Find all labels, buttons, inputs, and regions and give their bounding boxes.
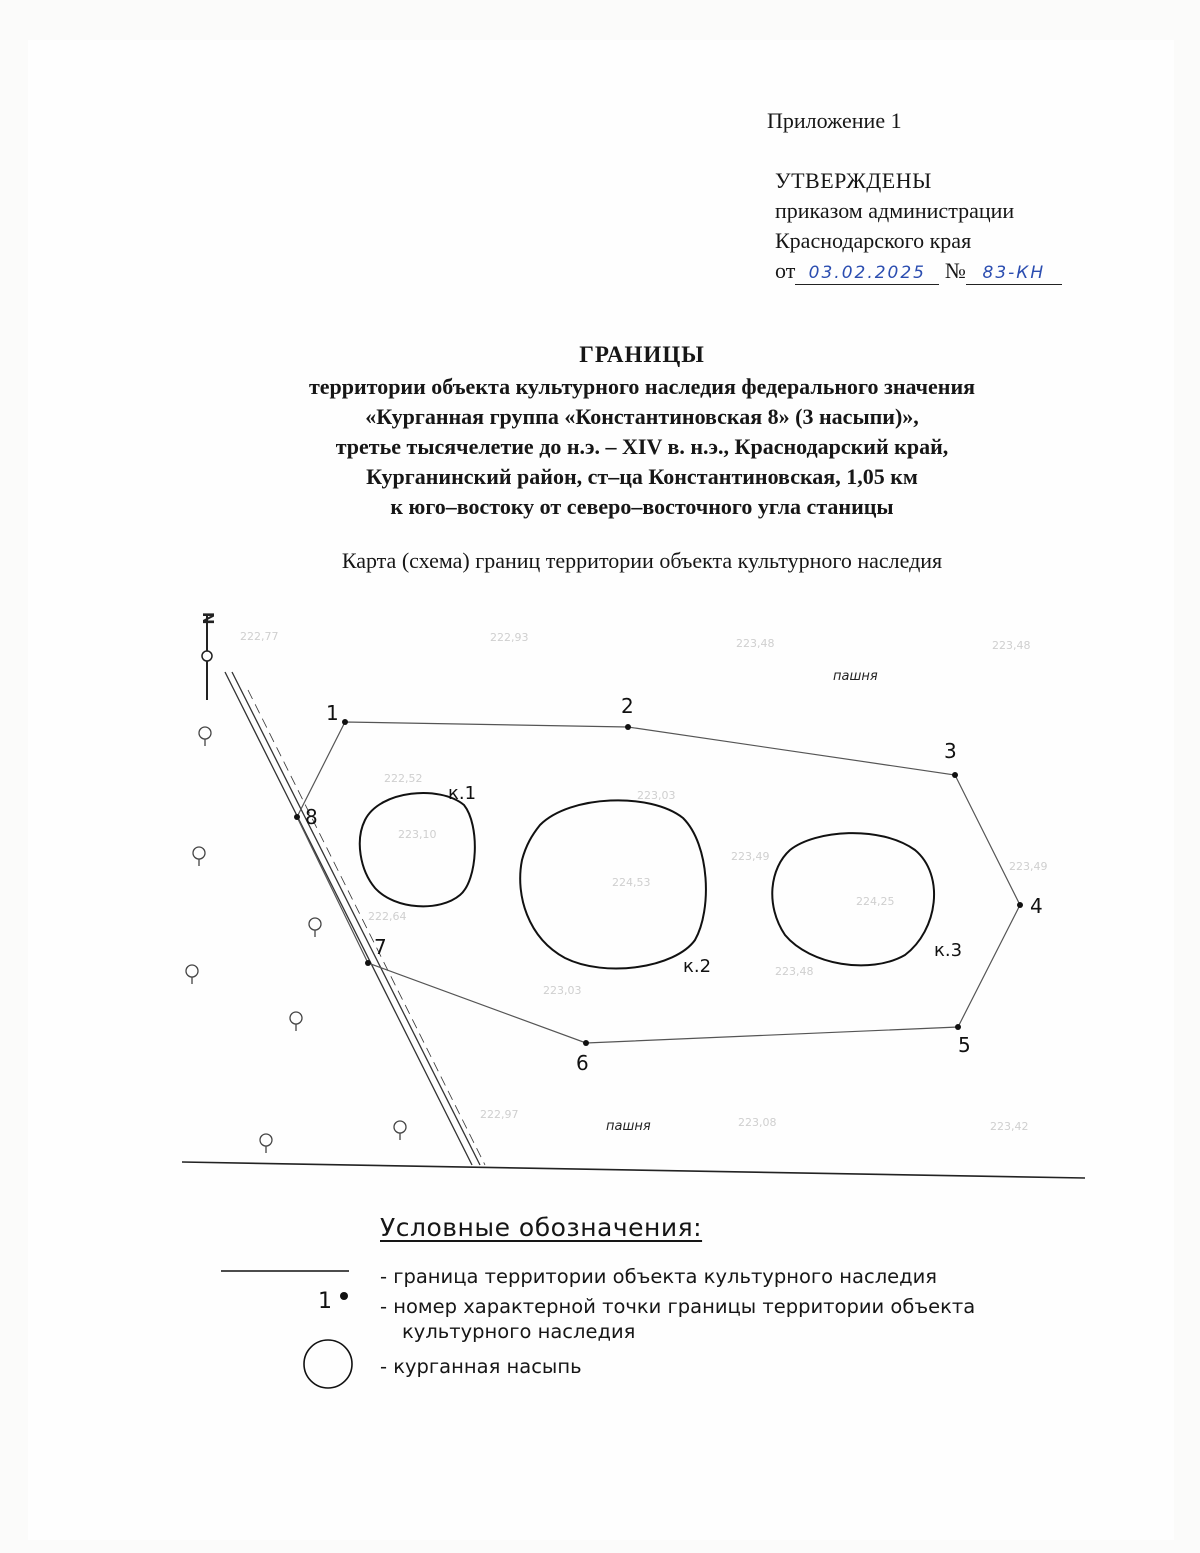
elevation-label: 223,10 xyxy=(398,828,437,841)
legend-item-kurgan: - курганная насыпь xyxy=(380,1355,582,1378)
point-label: 1 xyxy=(326,701,339,725)
elevation-label: 222,77 xyxy=(240,630,279,643)
legend-title: Условные обозначения: xyxy=(380,1213,703,1242)
from-label: от xyxy=(775,258,796,283)
tree-icon xyxy=(260,1134,272,1153)
land-labels xyxy=(606,669,878,1134)
north-label: N xyxy=(199,612,217,625)
order-number: 83-КН xyxy=(966,262,1062,285)
legend-point-number: 1 xyxy=(318,1289,332,1314)
tree-icon xyxy=(309,918,321,937)
elevation-label: 223,48 xyxy=(775,965,814,978)
point-label: 8 xyxy=(305,805,318,829)
approved-label: УТВЕРЖДЕНЫ xyxy=(775,168,932,193)
legend-item-point-line-2: культурного наследия xyxy=(402,1320,636,1343)
title-line: Курганинский район, ст–ца Константиновская, 1,05 км xyxy=(366,464,918,489)
title-heading: ГРАНИЦЫ xyxy=(579,342,705,367)
point-label: 6 xyxy=(576,1051,589,1075)
point-label: 7 xyxy=(374,935,387,959)
legend-item-point-line-1: - номер характерной точки границы территории объекта xyxy=(380,1295,976,1318)
kurgan-3 xyxy=(772,833,934,965)
elevation-label: 223,03 xyxy=(543,984,582,997)
approval-line-2: Краснодарского края xyxy=(775,228,972,253)
legend-symbols xyxy=(221,1271,352,1388)
elevation-label: 222,93 xyxy=(490,631,529,644)
legend-item-point xyxy=(380,1294,1120,1344)
elevation-label: 222,52 xyxy=(384,772,423,785)
boundary-points xyxy=(294,719,1023,1046)
tree-icon xyxy=(290,1012,302,1031)
elevation-label: 223,49 xyxy=(731,850,770,863)
map-caption: Карта (схема) границ территории объекта культурного наследия xyxy=(341,548,943,573)
title-line: третье тысячелетие до н.э. – XIV в. н.э., Краснодарский край, xyxy=(335,434,949,459)
tree-icon xyxy=(186,965,198,984)
legend-item-boundary: - граница территории объекта культурного наследия xyxy=(380,1265,938,1288)
appendix-label: Приложение 1 xyxy=(767,108,902,133)
legend-kurgan-circle xyxy=(304,1340,352,1388)
kurgan-1 xyxy=(360,793,475,906)
elevation-label: 223,03 xyxy=(637,789,676,802)
map-frame-bottom xyxy=(182,1162,1085,1178)
elevation-label: 222,64 xyxy=(368,910,407,923)
legend-point-dot xyxy=(340,1292,348,1300)
elevation-label: 224,53 xyxy=(612,876,651,889)
land-label: пашня xyxy=(606,1119,651,1134)
elevation-label: 223,42 xyxy=(990,1120,1029,1133)
point-label: 5 xyxy=(958,1033,971,1057)
point-label: 2 xyxy=(621,694,634,718)
kurgan-label: к.1 xyxy=(448,783,477,804)
elevation-label: 224,25 xyxy=(856,895,895,908)
kurgan-label: к.3 xyxy=(934,940,963,961)
number-sign: № xyxy=(944,258,966,283)
elevation-label: 223,08 xyxy=(738,1116,777,1129)
title-line: территории объекта культурного наследия федерального значения xyxy=(308,374,976,399)
point-label: 3 xyxy=(944,739,957,763)
heritage-boundary xyxy=(297,722,1020,1043)
tree-icon xyxy=(199,727,211,746)
order-date: 03.02.2025 xyxy=(795,262,939,285)
land-label: пашня xyxy=(833,669,878,684)
elevation-label: 223,48 xyxy=(736,637,775,650)
elevation-label: 223,49 xyxy=(1009,860,1048,873)
point-labels xyxy=(305,694,1043,1075)
north-arrow xyxy=(199,612,217,700)
tree-icon xyxy=(394,1121,406,1140)
elevation-marks xyxy=(240,630,1048,1133)
title-line: «Курганная группа «Константиновская 8» (3 насыпи)», xyxy=(365,404,919,429)
elevation-label: 222,97 xyxy=(480,1108,519,1121)
kurgan-label: к.2 xyxy=(683,956,712,977)
approval-line-1: приказом администрации xyxy=(775,198,1015,223)
point-label: 4 xyxy=(1030,894,1043,918)
elevation-label: 223,48 xyxy=(992,639,1031,652)
tree-icon xyxy=(193,847,205,866)
title-line: к юго–востоку от северо–восточного угла станицы xyxy=(390,494,894,519)
road xyxy=(225,672,485,1165)
